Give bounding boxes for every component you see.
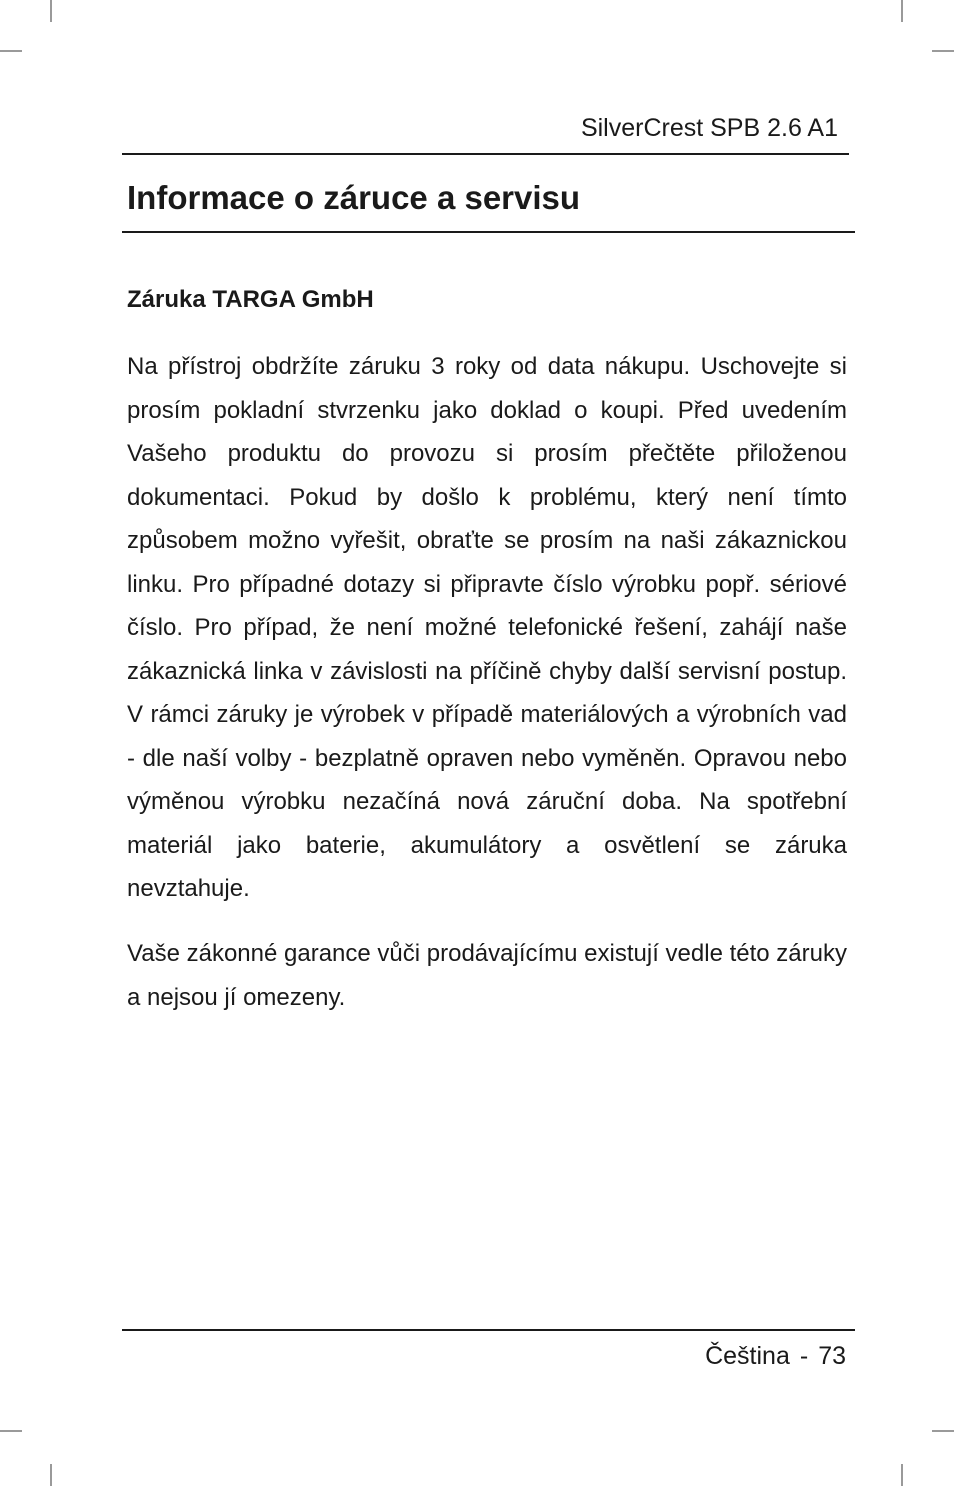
page-footer bbox=[705, 1340, 846, 1372]
crop-mark-top-left-vertical bbox=[50, 0, 52, 22]
page-number: 73 bbox=[818, 1342, 846, 1370]
crop-mark-top-right-vertical bbox=[901, 0, 903, 22]
body-paragraph-legal: Vaše zákonné garance vůči prodávajícímu existují vedle této záruky a nejsou jí omezeny. bbox=[127, 940, 847, 1011]
running-header: SilverCrest SPB 2.6 A1 bbox=[580, 114, 838, 142]
footer-language: Čeština bbox=[705, 1342, 790, 1370]
footer-separator: - bbox=[799, 1342, 809, 1370]
page-title: Informace o záruce a servisu bbox=[127, 179, 581, 216]
crop-mark-bottom-right-vertical bbox=[901, 1464, 903, 1486]
crop-mark-top-left-horizontal bbox=[0, 50, 22, 52]
header-rule bbox=[122, 153, 849, 155]
section-subtitle: Záruka TARGA GmbH bbox=[127, 286, 374, 313]
crop-mark-top-right-horizontal bbox=[932, 50, 954, 52]
body-paragraph-warranty: Na přístroj obdržíte záruku 3 roky od data nákupu. Uschovejte si prosím pokladní stvrzenku jako doklad o koupi. Před uvedením Vašeho produktu do provozu si prosím přečtěte přiloženou dokumentaci. Pokud by došlo k problému, který není tímto způsobem možno vyřešit, obraťte se prosím na naši zákaznickou linku. Pro případné dotazy si připravte číslo výrobku popř. sériové číslo. Pro případ, že není možné telefonické řešení, zahájí naše zákaznická linka v závislosti na příčině chyby další servisní postup. V rámci záruky je výrobek v případě materiálových a výrobních vad - dle naší volby - bezplatně opraven nebo vyměněn. Opravou nebo výměnou výrobku nezačíná nová záruční doba. Na spotřební materiál jako baterie, akumulátory a osvětlení se záruka nevztahuje. bbox=[127, 353, 847, 902]
crop-mark-bottom-left-horizontal bbox=[0, 1430, 22, 1432]
title-rule bbox=[122, 231, 855, 233]
footer-rule bbox=[122, 1329, 855, 1331]
crop-mark-bottom-left-vertical bbox=[50, 1464, 52, 1486]
crop-mark-bottom-right-horizontal bbox=[932, 1430, 954, 1432]
